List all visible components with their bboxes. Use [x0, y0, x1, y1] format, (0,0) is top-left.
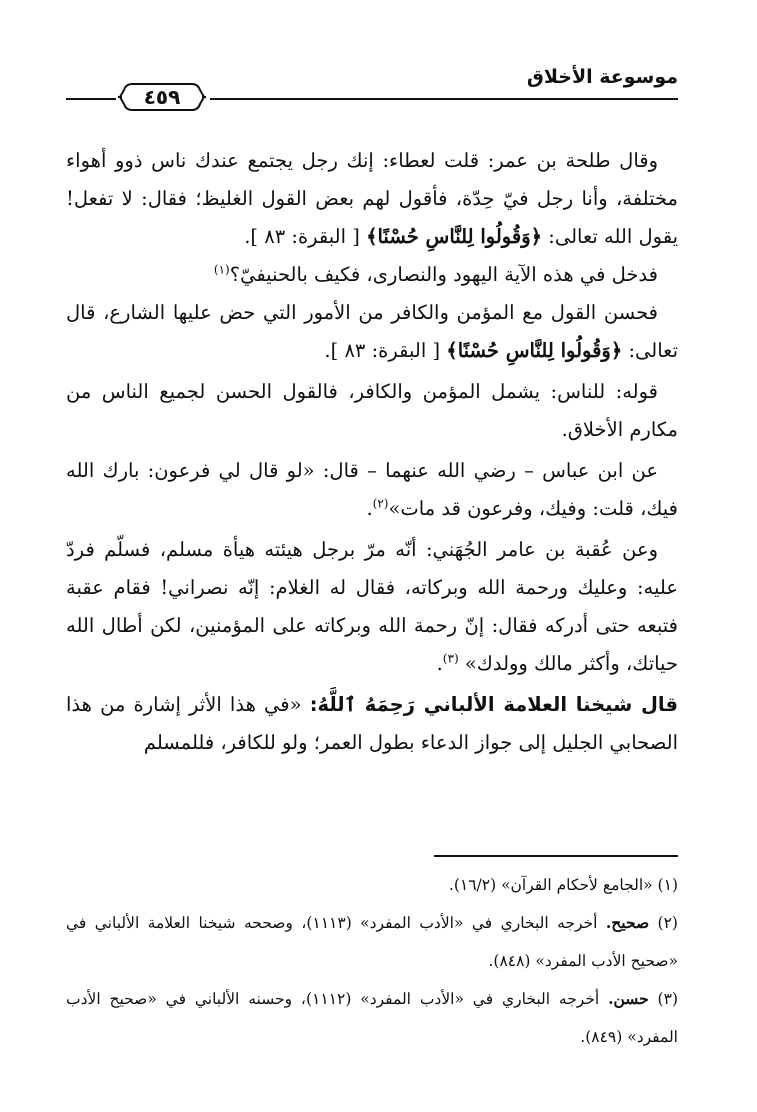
main-text	[66, 142, 678, 762]
paragraph-text: وقال طلحة بن عمر: قلت لعطاء: إنك رجل يجتمع عندك ناس ذوو أهواء مختلفة، وأنا رجل فيّ حِدّة، فأقول لهم بعض القول الغليظ؛ فقال: لا تفعل! يقول الله تعالى:	[66, 149, 678, 248]
footnote-text: أخرجه البخاري في «الأدب المفرد» (١١١٣)، وصححه شيخنا العلامة الألباني في «صحيح الأدب المفرد» (٨٤٨).	[66, 914, 678, 970]
footnote-text: أخرجه البخاري في «الأدب المفرد» (١١١٢)، وحسنه الألباني في «صحيح الأدب المفرد» (٨٤٩).	[66, 990, 678, 1046]
paragraph-text: فدخل في هذه الآية اليهود والنصارى، فكيف بالحنيفيّ؟	[229, 263, 658, 286]
paragraph	[66, 452, 678, 528]
punctuation: .	[436, 652, 443, 675]
header-rule-short	[66, 98, 116, 100]
punctuation: .	[366, 497, 373, 520]
footnote-text: «الجامع لأحكام القرآن» (١٦/٢).	[448, 876, 653, 894]
page-number-ornament	[118, 80, 206, 114]
paragraph-text: قوله: للناس: يشمل المؤمن والكافر، فالقول الحسن لجميع الناس من مكارم الأخلاق.	[66, 380, 678, 441]
footnote	[66, 904, 678, 980]
footnote	[66, 980, 678, 1056]
footnote-number: (٣)	[657, 990, 678, 1008]
paragraph-text: فحسن القول مع المؤمن والكافر من الأمور التي حض عليها الشارع، قال تعالى:	[66, 301, 678, 362]
footnote-separator	[434, 855, 678, 857]
footnote-grade: حسن.	[608, 989, 649, 1008]
paragraph	[66, 373, 678, 449]
footnote-marker[interactable]: (٣)	[442, 651, 459, 666]
book-title: موسوعة الأخلاق	[526, 66, 678, 88]
paragraph	[66, 686, 678, 762]
page-header	[58, 64, 678, 108]
paragraph-text: عن ابن عباس – رضي الله عنهما – قال: «لو قال لي فرعون: بارك الله فيك، قلت: وفيك، وفرعون قد مات»	[66, 459, 678, 520]
footnote-grade: صحيح.	[605, 913, 650, 932]
header-rule	[210, 98, 678, 100]
attribution-lead: قال شيخنا العلامة الألباني رَحِمَهُ ٱللَّهُ:	[309, 693, 679, 716]
verse-reference: [ البقرة: ٨٣ ].	[244, 225, 360, 248]
paragraph	[66, 531, 678, 683]
paragraph	[66, 294, 678, 370]
paragraph	[66, 256, 678, 294]
page-number: ٤٥٩	[143, 85, 181, 109]
paragraph-text: وعن عُقبة بن عامر الجُهَني: أنّه مرّ برجل هيئته هيأة مسلم، فسلّم فردّ عليه: وعليك ورحمة الله وبركاته، فقال له الغلام: إنّه نصراني! فقام عقبة فتبعه حتى أدركه فقال: إنّ رحمة الله وبركاته على المؤمنين، لكن أطال الله حياتك، وأكثر مالك وولدك»	[66, 538, 678, 675]
verse-reference: [ البقرة: ٨٣ ].	[324, 339, 441, 362]
quran-verse: ﴿وَقُولُوا لِلنَّاسِ حُسْنًا﴾	[366, 225, 543, 248]
paragraph-text: «في هذا الأثر إشارة من هذا الصحابي الجليل إلى جواز الدعاء بطول العمر؛ ولو للكافر، فللمسلم	[66, 693, 678, 754]
footnote-marker[interactable]: (٢)	[372, 496, 389, 511]
footnote	[66, 866, 678, 904]
footnote-marker[interactable]: (١)	[213, 262, 230, 277]
quran-verse: ﴿وَقُولُوا لِلنَّاسِ حُسْنًا﴾	[446, 339, 623, 362]
paragraph	[66, 142, 678, 256]
footnote-number: (٢)	[657, 914, 678, 932]
footnotes	[66, 866, 678, 1056]
footnote-number: (١)	[657, 876, 678, 894]
